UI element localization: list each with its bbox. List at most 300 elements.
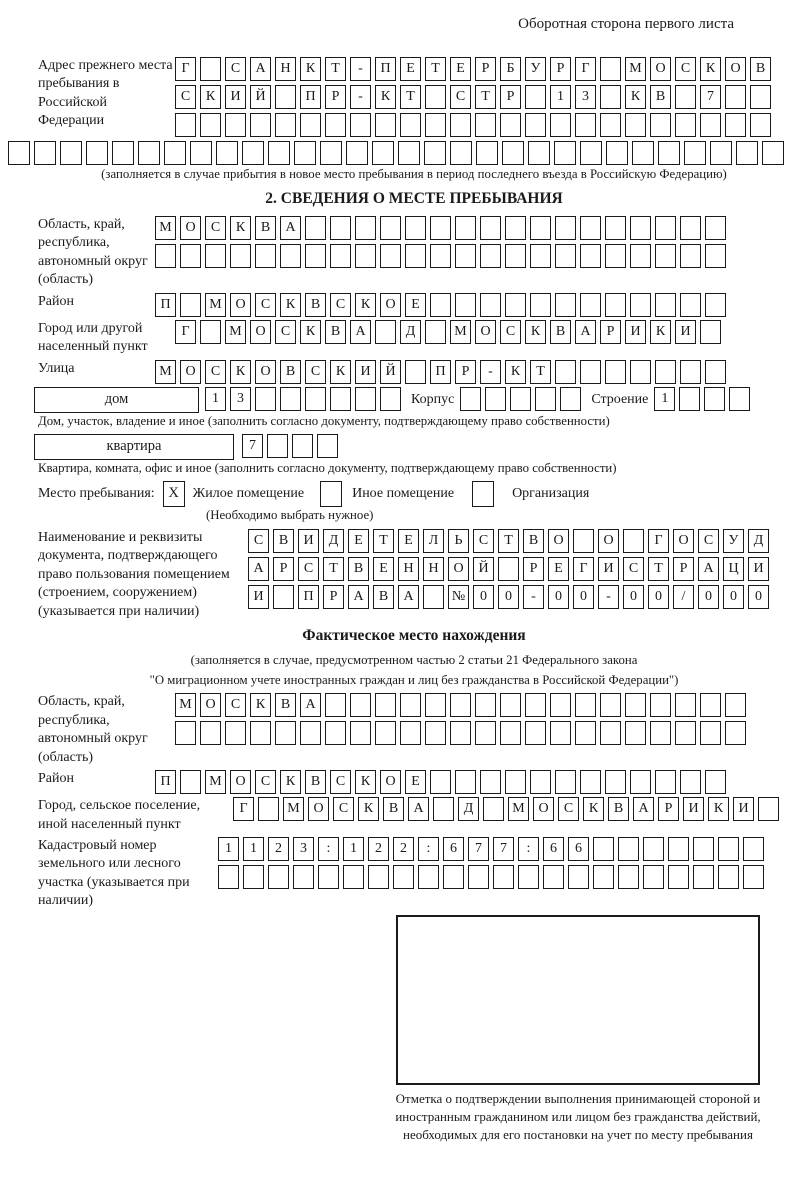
form-cell[interactable]: [294, 141, 316, 165]
form-cell[interactable]: 1: [343, 837, 364, 861]
form-cell[interactable]: [400, 721, 421, 745]
form-cell[interactable]: С: [248, 529, 269, 553]
form-cell[interactable]: 7: [242, 434, 263, 458]
form-cell[interactable]: [623, 529, 644, 553]
form-cell[interactable]: [593, 865, 614, 889]
form-cell[interactable]: [650, 693, 671, 717]
form-cell[interactable]: С: [175, 85, 196, 109]
form-cell[interactable]: 0: [698, 585, 719, 609]
form-cell[interactable]: [700, 320, 721, 344]
form-cell[interactable]: [205, 244, 226, 268]
form-cell[interactable]: [580, 293, 601, 317]
form-cell[interactable]: [380, 387, 401, 411]
form-cell[interactable]: П: [155, 770, 176, 794]
form-cell[interactable]: [650, 721, 671, 745]
form-cell[interactable]: Р: [325, 85, 346, 109]
form-cell[interactable]: [606, 141, 628, 165]
form-cell[interactable]: [305, 387, 326, 411]
form-cell[interactable]: [200, 113, 221, 137]
form-cell[interactable]: [450, 141, 472, 165]
form-cell[interactable]: [605, 360, 626, 384]
form-cell[interactable]: О: [533, 797, 554, 821]
form-cell[interactable]: [625, 113, 646, 137]
form-cell[interactable]: [550, 693, 571, 717]
form-cell[interactable]: [705, 293, 726, 317]
form-cell[interactable]: [343, 865, 364, 889]
form-cell[interactable]: С: [623, 557, 644, 581]
form-cell[interactable]: Б: [500, 57, 521, 81]
form-cell[interactable]: [600, 57, 621, 81]
form-cell[interactable]: Т: [373, 529, 394, 553]
form-cell[interactable]: [600, 693, 621, 717]
form-cell[interactable]: А: [698, 557, 719, 581]
form-cell[interactable]: А: [575, 320, 596, 344]
form-cell[interactable]: [393, 865, 414, 889]
form-cell[interactable]: [476, 141, 498, 165]
form-cell[interactable]: [398, 141, 420, 165]
form-cell[interactable]: [190, 141, 212, 165]
form-cell[interactable]: П: [375, 57, 396, 81]
form-cell[interactable]: [528, 141, 550, 165]
form-cell[interactable]: [350, 113, 371, 137]
form-cell[interactable]: [600, 721, 621, 745]
form-cell[interactable]: [530, 293, 551, 317]
form-cell[interactable]: [375, 693, 396, 717]
form-cell[interactable]: [600, 113, 621, 137]
form-cell[interactable]: В: [348, 557, 369, 581]
form-cell[interactable]: [200, 721, 221, 745]
form-cell[interactable]: [680, 770, 701, 794]
form-cell[interactable]: [630, 244, 651, 268]
form-cell[interactable]: [543, 865, 564, 889]
form-cell[interactable]: [643, 865, 664, 889]
form-cell[interactable]: [700, 693, 721, 717]
form-cell[interactable]: Д: [400, 320, 421, 344]
form-cell[interactable]: [505, 244, 526, 268]
form-cell[interactable]: [555, 244, 576, 268]
form-cell[interactable]: [658, 141, 680, 165]
form-cell[interactable]: [580, 770, 601, 794]
form-cell[interactable]: С: [298, 557, 319, 581]
form-cell[interactable]: И: [625, 320, 646, 344]
form-cell[interactable]: 0: [473, 585, 494, 609]
form-cell[interactable]: [630, 770, 651, 794]
form-cell[interactable]: [430, 216, 451, 240]
form-cell[interactable]: М: [205, 293, 226, 317]
form-cell[interactable]: О: [180, 360, 201, 384]
form-cell[interactable]: В: [275, 693, 296, 717]
form-cell[interactable]: [580, 141, 602, 165]
form-cell[interactable]: 7: [468, 837, 489, 861]
form-cell[interactable]: [655, 216, 676, 240]
form-cell[interactable]: В: [280, 360, 301, 384]
form-cell[interactable]: [530, 770, 551, 794]
form-cell[interactable]: [632, 141, 654, 165]
form-cell[interactable]: К: [708, 797, 729, 821]
form-cell[interactable]: [455, 216, 476, 240]
form-cell[interactable]: [655, 293, 676, 317]
form-cell[interactable]: 6: [543, 837, 564, 861]
form-cell[interactable]: [655, 244, 676, 268]
form-cell[interactable]: [355, 387, 376, 411]
form-cell[interactable]: Г: [175, 320, 196, 344]
form-cell[interactable]: О: [598, 529, 619, 553]
form-cell[interactable]: А: [633, 797, 654, 821]
form-cell[interactable]: Е: [405, 770, 426, 794]
form-cell[interactable]: Е: [405, 293, 426, 317]
form-cell[interactable]: К: [230, 216, 251, 240]
form-cell[interactable]: [280, 387, 301, 411]
form-cell[interactable]: [242, 141, 264, 165]
form-cell[interactable]: С: [333, 797, 354, 821]
form-cell[interactable]: [705, 216, 726, 240]
form-cell[interactable]: П: [300, 85, 321, 109]
form-cell[interactable]: К: [355, 770, 376, 794]
form-cell[interactable]: Р: [673, 557, 694, 581]
form-cell[interactable]: [680, 244, 701, 268]
form-cell[interactable]: К: [200, 85, 221, 109]
form-cell[interactable]: /: [673, 585, 694, 609]
form-cell[interactable]: [618, 865, 639, 889]
form-cell[interactable]: С: [255, 293, 276, 317]
form-cell[interactable]: [675, 721, 696, 745]
form-cell[interactable]: [573, 529, 594, 553]
form-cell[interactable]: [267, 434, 288, 458]
form-cell[interactable]: Н: [275, 57, 296, 81]
form-cell[interactable]: И: [675, 320, 696, 344]
form-cell[interactable]: [630, 360, 651, 384]
form-cell[interactable]: [425, 113, 446, 137]
form-cell[interactable]: И: [225, 85, 246, 109]
form-cell[interactable]: [750, 85, 771, 109]
form-cell[interactable]: К: [505, 360, 526, 384]
form-cell[interactable]: [568, 865, 589, 889]
form-cell[interactable]: В: [650, 85, 671, 109]
form-cell[interactable]: 0: [723, 585, 744, 609]
form-cell[interactable]: 2: [393, 837, 414, 861]
form-cell[interactable]: С: [225, 57, 246, 81]
form-cell[interactable]: Е: [348, 529, 369, 553]
form-cell[interactable]: И: [683, 797, 704, 821]
form-cell[interactable]: [743, 837, 764, 861]
form-cell[interactable]: [180, 770, 201, 794]
form-cell[interactable]: [725, 113, 746, 137]
form-cell[interactable]: [580, 244, 601, 268]
form-cell[interactable]: [758, 797, 779, 821]
form-cell[interactable]: С: [450, 85, 471, 109]
form-cell[interactable]: 0: [623, 585, 644, 609]
form-cell[interactable]: [718, 837, 739, 861]
form-cell[interactable]: А: [398, 585, 419, 609]
form-cell[interactable]: [675, 85, 696, 109]
form-cell[interactable]: [700, 113, 721, 137]
form-cell[interactable]: Г: [233, 797, 254, 821]
form-cell[interactable]: К: [230, 360, 251, 384]
form-cell[interactable]: С: [205, 360, 226, 384]
form-cell[interactable]: О: [725, 57, 746, 81]
form-cell[interactable]: [425, 721, 446, 745]
form-cell[interactable]: Н: [398, 557, 419, 581]
form-cell[interactable]: [268, 865, 289, 889]
form-cell[interactable]: [725, 85, 746, 109]
form-cell[interactable]: П: [155, 293, 176, 317]
form-cell[interactable]: [275, 721, 296, 745]
form-cell[interactable]: [705, 360, 726, 384]
form-cell[interactable]: О: [475, 320, 496, 344]
form-cell[interactable]: [502, 141, 524, 165]
form-cell[interactable]: Ь: [448, 529, 469, 553]
form-cell[interactable]: [480, 216, 501, 240]
form-cell[interactable]: [725, 693, 746, 717]
form-cell[interactable]: [510, 387, 531, 411]
form-cell[interactable]: [650, 113, 671, 137]
form-cell[interactable]: [375, 721, 396, 745]
form-cell[interactable]: Е: [450, 57, 471, 81]
form-cell[interactable]: Р: [455, 360, 476, 384]
form-cell[interactable]: Г: [175, 57, 196, 81]
form-cell[interactable]: [505, 770, 526, 794]
form-cell[interactable]: Й: [380, 360, 401, 384]
form-cell[interactable]: К: [330, 360, 351, 384]
form-cell[interactable]: [655, 770, 676, 794]
form-cell[interactable]: И: [298, 529, 319, 553]
form-cell[interactable]: [535, 387, 556, 411]
form-cell[interactable]: [325, 113, 346, 137]
form-cell[interactable]: С: [305, 360, 326, 384]
form-cell[interactable]: [368, 865, 389, 889]
form-cell[interactable]: И: [748, 557, 769, 581]
form-cell[interactable]: [430, 770, 451, 794]
form-cell[interactable]: [200, 57, 221, 81]
form-cell[interactable]: [475, 113, 496, 137]
form-cell[interactable]: [320, 141, 342, 165]
form-cell[interactable]: [350, 693, 371, 717]
form-cell[interactable]: 3: [575, 85, 596, 109]
form-cell[interactable]: [630, 216, 651, 240]
form-cell[interactable]: [325, 693, 346, 717]
form-cell[interactable]: [180, 293, 201, 317]
form-cell[interactable]: [718, 865, 739, 889]
form-cell[interactable]: -: [350, 57, 371, 81]
form-cell[interactable]: [424, 141, 446, 165]
form-cell[interactable]: Г: [648, 529, 669, 553]
form-cell[interactable]: [292, 434, 313, 458]
form-cell[interactable]: 1: [654, 387, 675, 411]
form-cell[interactable]: [493, 865, 514, 889]
form-cell[interactable]: [475, 693, 496, 717]
form-cell[interactable]: [580, 216, 601, 240]
form-cell[interactable]: М: [508, 797, 529, 821]
form-cell[interactable]: [460, 387, 481, 411]
form-cell[interactable]: -: [350, 85, 371, 109]
form-cell[interactable]: С: [558, 797, 579, 821]
form-cell[interactable]: О: [250, 320, 271, 344]
form-cell[interactable]: Т: [648, 557, 669, 581]
form-cell[interactable]: [200, 320, 221, 344]
form-cell[interactable]: 7: [700, 85, 721, 109]
form-cell[interactable]: В: [305, 293, 326, 317]
form-cell[interactable]: -: [523, 585, 544, 609]
form-cell[interactable]: 0: [573, 585, 594, 609]
form-cell[interactable]: 1: [218, 837, 239, 861]
form-cell[interactable]: Г: [575, 57, 596, 81]
form-cell[interactable]: [593, 837, 614, 861]
form-cell[interactable]: [525, 113, 546, 137]
form-cell[interactable]: [405, 216, 426, 240]
form-cell[interactable]: [400, 113, 421, 137]
form-cell[interactable]: А: [408, 797, 429, 821]
form-cell[interactable]: [405, 360, 426, 384]
form-cell[interactable]: К: [280, 293, 301, 317]
form-cell[interactable]: В: [383, 797, 404, 821]
form-cell[interactable]: Р: [658, 797, 679, 821]
form-cell[interactable]: О: [200, 693, 221, 717]
form-cell[interactable]: [318, 865, 339, 889]
form-cell[interactable]: [155, 244, 176, 268]
form-cell[interactable]: [679, 387, 700, 411]
form-cell[interactable]: [250, 113, 271, 137]
form-cell[interactable]: [668, 865, 689, 889]
form-cell[interactable]: Е: [548, 557, 569, 581]
form-cell[interactable]: [729, 387, 750, 411]
form-cell[interactable]: Р: [500, 85, 521, 109]
form-cell[interactable]: [355, 216, 376, 240]
form-cell[interactable]: К: [625, 85, 646, 109]
checkbox-residential[interactable]: X: [163, 481, 185, 507]
form-cell[interactable]: [560, 387, 581, 411]
form-cell[interactable]: [480, 244, 501, 268]
form-cell[interactable]: [255, 244, 276, 268]
form-cell[interactable]: Л: [423, 529, 444, 553]
form-cell[interactable]: [600, 85, 621, 109]
form-cell[interactable]: [305, 216, 326, 240]
form-cell[interactable]: М: [175, 693, 196, 717]
form-cell[interactable]: О: [380, 293, 401, 317]
form-cell[interactable]: М: [205, 770, 226, 794]
form-cell[interactable]: О: [380, 770, 401, 794]
form-cell[interactable]: С: [275, 320, 296, 344]
form-cell[interactable]: 7: [493, 837, 514, 861]
form-cell[interactable]: Р: [550, 57, 571, 81]
form-cell[interactable]: [684, 141, 706, 165]
form-cell[interactable]: [605, 293, 626, 317]
form-cell[interactable]: С: [473, 529, 494, 553]
checkbox-organization[interactable]: [472, 481, 494, 507]
form-cell[interactable]: [293, 865, 314, 889]
form-cell[interactable]: [330, 216, 351, 240]
form-cell[interactable]: А: [300, 693, 321, 717]
form-cell[interactable]: Е: [400, 57, 421, 81]
form-cell[interactable]: [218, 865, 239, 889]
form-cell[interactable]: [680, 216, 701, 240]
form-cell[interactable]: К: [650, 320, 671, 344]
form-cell[interactable]: К: [375, 85, 396, 109]
form-cell[interactable]: [555, 293, 576, 317]
form-cell[interactable]: М: [283, 797, 304, 821]
form-cell[interactable]: [380, 216, 401, 240]
form-cell[interactable]: [450, 113, 471, 137]
form-cell[interactable]: [423, 585, 444, 609]
form-cell[interactable]: Р: [600, 320, 621, 344]
form-cell[interactable]: [425, 85, 446, 109]
form-cell[interactable]: [625, 721, 646, 745]
form-cell[interactable]: [375, 320, 396, 344]
form-cell[interactable]: О: [548, 529, 569, 553]
form-cell[interactable]: [625, 693, 646, 717]
form-cell[interactable]: [216, 141, 238, 165]
form-cell[interactable]: [372, 141, 394, 165]
form-cell[interactable]: [618, 837, 639, 861]
form-cell[interactable]: [380, 244, 401, 268]
form-cell[interactable]: [400, 693, 421, 717]
form-cell[interactable]: Д: [323, 529, 344, 553]
form-cell[interactable]: [705, 770, 726, 794]
form-cell[interactable]: [430, 293, 451, 317]
form-cell[interactable]: [8, 141, 30, 165]
form-cell[interactable]: Р: [273, 557, 294, 581]
form-cell[interactable]: Т: [323, 557, 344, 581]
form-cell[interactable]: [630, 293, 651, 317]
form-cell[interactable]: К: [355, 293, 376, 317]
form-cell[interactable]: Е: [398, 529, 419, 553]
form-cell[interactable]: В: [550, 320, 571, 344]
form-cell[interactable]: О: [650, 57, 671, 81]
form-cell[interactable]: [525, 721, 546, 745]
form-cell[interactable]: [500, 693, 521, 717]
form-cell[interactable]: [268, 141, 290, 165]
form-cell[interactable]: [305, 244, 326, 268]
form-cell[interactable]: [505, 293, 526, 317]
form-cell[interactable]: Т: [400, 85, 421, 109]
form-cell[interactable]: [468, 865, 489, 889]
form-cell[interactable]: -: [598, 585, 619, 609]
form-cell[interactable]: [750, 113, 771, 137]
form-cell[interactable]: [530, 216, 551, 240]
form-cell[interactable]: [450, 693, 471, 717]
form-cell[interactable]: И: [248, 585, 269, 609]
form-cell[interactable]: [655, 360, 676, 384]
form-cell[interactable]: О: [230, 293, 251, 317]
form-cell[interactable]: [643, 837, 664, 861]
form-cell[interactable]: Т: [530, 360, 551, 384]
form-cell[interactable]: [680, 293, 701, 317]
form-cell[interactable]: [505, 216, 526, 240]
form-cell[interactable]: 1: [205, 387, 226, 411]
form-cell[interactable]: 3: [293, 837, 314, 861]
form-cell[interactable]: [275, 85, 296, 109]
form-cell[interactable]: [425, 320, 446, 344]
form-cell[interactable]: [743, 865, 764, 889]
form-cell[interactable]: [693, 865, 714, 889]
form-cell[interactable]: В: [523, 529, 544, 553]
form-cell[interactable]: Т: [498, 529, 519, 553]
form-cell[interactable]: [455, 293, 476, 317]
form-cell[interactable]: С: [225, 693, 246, 717]
form-cell[interactable]: [164, 141, 186, 165]
form-cell[interactable]: 0: [548, 585, 569, 609]
form-cell[interactable]: М: [155, 216, 176, 240]
form-cell[interactable]: Р: [523, 557, 544, 581]
form-cell[interactable]: [300, 113, 321, 137]
form-cell[interactable]: [255, 387, 276, 411]
form-cell[interactable]: В: [255, 216, 276, 240]
form-cell[interactable]: [675, 693, 696, 717]
form-cell[interactable]: С: [330, 293, 351, 317]
form-cell[interactable]: [550, 113, 571, 137]
form-cell[interactable]: О: [255, 360, 276, 384]
form-cell[interactable]: -: [480, 360, 501, 384]
form-cell[interactable]: [443, 865, 464, 889]
